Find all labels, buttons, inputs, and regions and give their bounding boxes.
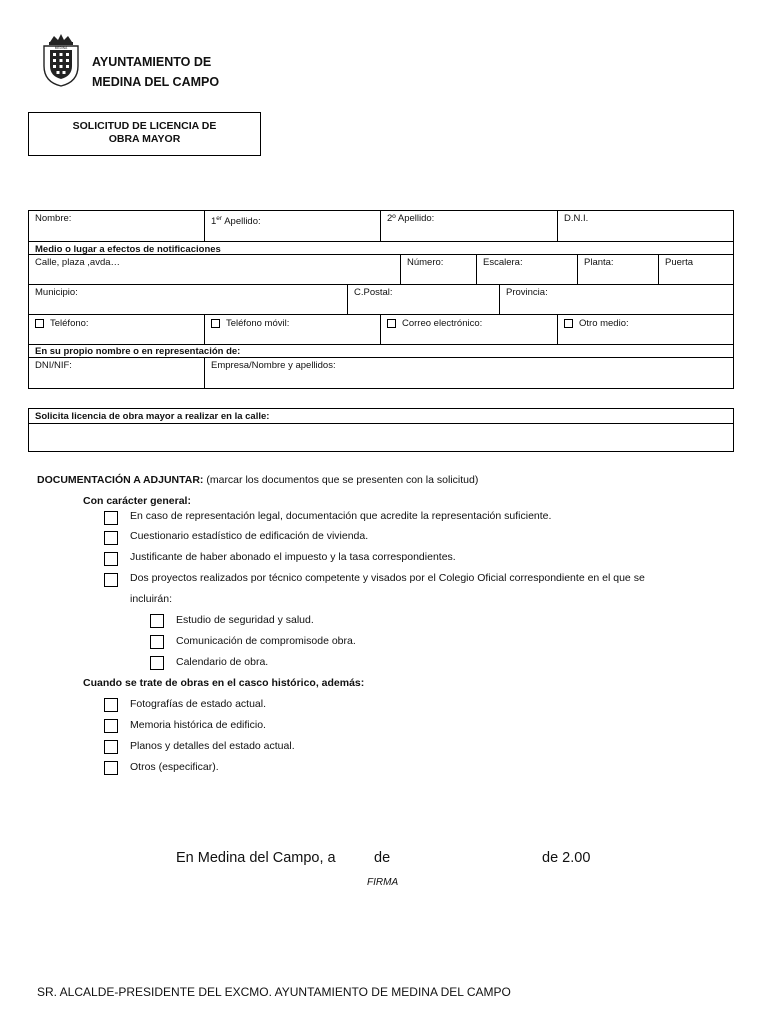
solicita-street-field[interactable] <box>28 423 734 452</box>
empresa-field[interactable] <box>204 357 734 389</box>
escalera-field[interactable] <box>476 254 578 285</box>
apellido1-field[interactable] <box>204 210 381 242</box>
form-title-line-2: OBRA MAYOR <box>108 133 181 145</box>
historico-item-4-checkbox[interactable] <box>104 761 118 775</box>
otro-option[interactable] <box>557 314 734 345</box>
numero-label: Número: <box>407 257 444 268</box>
telefono-option[interactable] <box>28 314 205 345</box>
org-line-2: MEDINA DEL CAMPO <box>92 75 220 89</box>
notificaciones-heading: Medio o lugar a efectos de notificaciones <box>35 244 221 255</box>
solicita-heading: Solicita licencia de obra mayor a realizar en la calle: <box>35 411 270 422</box>
organization-name <box>92 52 219 92</box>
cpostal-field[interactable] <box>347 284 500 315</box>
signature-de-1: de <box>374 850 391 866</box>
escalera-label: Escalera: <box>483 257 523 268</box>
historico-item-1-checkbox[interactable] <box>104 698 118 712</box>
apellido1-superscript: er <box>216 215 223 222</box>
planta-field[interactable] <box>577 254 659 285</box>
dni-field[interactable] <box>557 210 734 242</box>
historico-item-3: Planos y detalles del estado actual. <box>130 740 295 752</box>
empresa-label: Empresa/Nombre y apellidos: <box>211 360 336 371</box>
apellido1-label: Apellido: <box>222 216 261 228</box>
addressee: SR. ALCALDE-PRESIDENTE DEL EXCMO. AYUNTAMIENTO DE MEDINA DEL CAMPO <box>37 985 511 999</box>
sub-item-3-checkbox[interactable] <box>150 656 164 670</box>
cpostal-label: C.Postal: <box>354 287 393 298</box>
nombre-field[interactable] <box>28 210 205 242</box>
historico-item-2: Memoria histórica de edificio. <box>130 719 266 731</box>
representacion-heading-row <box>28 344 734 358</box>
otro-checkbox[interactable] <box>564 319 573 328</box>
general-item-2-checkbox[interactable] <box>104 531 118 545</box>
dninif-field[interactable] <box>28 357 205 389</box>
movil-checkbox[interactable] <box>211 319 220 328</box>
signature-place: En Medina del Campo, a <box>176 850 336 866</box>
apellido1-number: 1 <box>211 216 217 228</box>
svg-text:MEDINA: MEDINA <box>54 46 68 50</box>
numero-field[interactable] <box>400 254 477 285</box>
dninif-label: DNI/NIF: <box>35 360 72 371</box>
general-item-2: Cuestionario estadístico de edificación de vivienda. <box>130 530 369 542</box>
general-item-1: En caso de representación legal, documentación que acredite la representación suficiente. <box>130 510 552 522</box>
firma-label: FIRMA <box>367 877 399 888</box>
org-line-1: AYUNTAMIENTO DE <box>92 55 212 69</box>
documentacion-heading <box>37 470 478 491</box>
correo-option[interactable] <box>380 314 558 345</box>
signature-year: de 2.00 <box>542 850 591 866</box>
sub-item-2: Comunicación de compromisode obra. <box>176 635 356 647</box>
historico-item-1: Fotografías de estado actual. <box>130 698 267 710</box>
general-item-1-checkbox[interactable] <box>104 511 118 525</box>
general-item-3: Justificante de haber abonado el impuesto y la tasa correspondientes. <box>130 551 456 563</box>
movil-label: Teléfono móvil: <box>226 318 290 329</box>
otro-label: Otro medio: <box>579 318 629 329</box>
historico-item-4: Otros (especificar). <box>130 761 219 773</box>
provincia-label: Provincia: <box>506 287 548 298</box>
municipio-field[interactable] <box>28 284 348 315</box>
apellido2-label: 2º Apellido: <box>387 213 435 224</box>
historico-heading: Cuando se trate de obras en el casco histórico, además: <box>83 677 365 689</box>
telefono-checkbox[interactable] <box>35 319 44 328</box>
representacion-heading: En su propio nombre o en representación de: <box>35 346 241 357</box>
municipio-label: Municipio: <box>35 287 78 298</box>
historico-item-2-checkbox[interactable] <box>104 719 118 733</box>
planta-label: Planta: <box>584 257 614 268</box>
correo-checkbox[interactable] <box>387 319 396 328</box>
provincia-field[interactable] <box>499 284 734 315</box>
sub-item-3: Calendario de obra. <box>176 656 269 668</box>
general-item-4: Dos proyectos realizados por técnico competente y visados por el Colegio Oficial correspondiente en el que se <box>130 572 645 584</box>
form-title-line-1: SOLICITUD DE LICENCIA DE <box>72 120 217 132</box>
form-title-box <box>28 112 261 156</box>
puerta-label: Puerta <box>665 257 693 268</box>
sub-item-2-checkbox[interactable] <box>150 635 164 649</box>
calle-field[interactable] <box>28 254 401 285</box>
nombre-label: Nombre: <box>35 213 72 224</box>
general-item-4-checkbox[interactable] <box>104 573 118 587</box>
general-heading: Con carácter general: <box>83 495 191 507</box>
dni-label: D.N.I. <box>564 213 589 224</box>
coat-of-arms-icon <box>38 32 84 88</box>
sub-item-1: Estudio de seguridad y salud. <box>176 614 314 626</box>
historico-item-3-checkbox[interactable] <box>104 740 118 754</box>
general-item-4-continuation: incluirán: <box>130 593 173 605</box>
apellido2-field[interactable] <box>380 210 558 242</box>
movil-option[interactable] <box>204 314 381 345</box>
telefono-label: Teléfono: <box>50 318 89 329</box>
documentacion-heading-bold: DOCUMENTACIÓN A ADJUNTAR: <box>37 474 204 486</box>
puerta-field[interactable] <box>658 254 734 285</box>
solicita-heading-row <box>28 408 734 424</box>
calle-label: Calle, plaza ,avda… <box>35 257 121 268</box>
documentacion-heading-rest: (marcar los documentos que se presenten con la solicitud) <box>203 474 479 486</box>
general-item-3-checkbox[interactable] <box>104 552 118 566</box>
correo-label: Correo electrónico: <box>402 318 483 329</box>
sub-item-1-checkbox[interactable] <box>150 614 164 628</box>
